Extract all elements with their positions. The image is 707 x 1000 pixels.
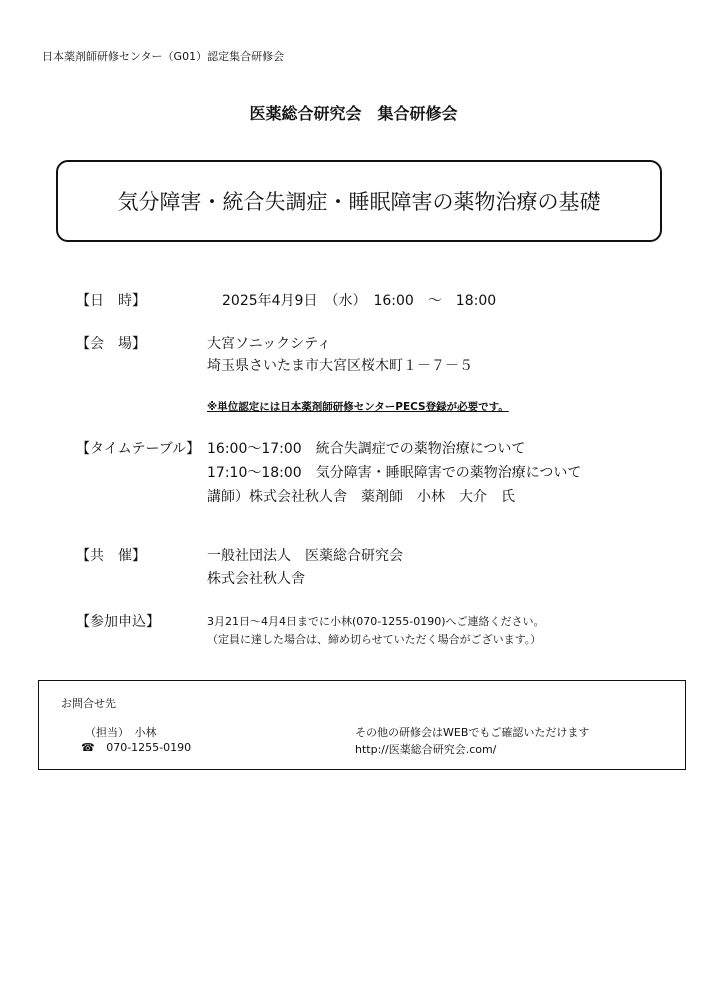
venue-label: 【会 場】 bbox=[76, 336, 146, 352]
topic-title: 気分障害・統合失調症・睡眠障害の薬物治療の基礎 bbox=[117, 190, 601, 214]
venue-name: 大宮ソニックシティ bbox=[207, 336, 332, 352]
datetime-value: 2025年4月9日 （水） 16:00 ～ 18:00 bbox=[222, 293, 497, 309]
application-note: （定員に達した場合は、締め切らせていただく場合がございます。） bbox=[207, 633, 542, 646]
application-text: 3月21日～4月4日までに小林(070-1255-0190)へご連絡ください。 bbox=[207, 615, 545, 628]
page-title: 医薬総合研究会 集合研修会 bbox=[249, 104, 458, 123]
organizers-label: 【共 催】 bbox=[76, 548, 146, 564]
lecturer: 講師）株式会社秋人舎 薬剤師 小林 大介 氏 bbox=[207, 489, 515, 505]
organizer-2: 株式会社秋人舎 bbox=[207, 571, 305, 587]
contact-phone-row bbox=[81, 741, 191, 754]
pecs-notice: ※単位認定には日本薬剤師研修センターPECS登録が必要です。 bbox=[207, 401, 509, 413]
venue-address: 埼玉県さいたま市大宮区桜木町１－７－５ bbox=[207, 358, 473, 374]
header-note: 日本薬剤師研修センター（G01）認定集合研修会 bbox=[42, 50, 285, 63]
contact-heading: お問合せ先 bbox=[61, 697, 116, 710]
application-label: 【参加申込】 bbox=[76, 614, 160, 630]
telephone-icon: ☎ bbox=[81, 741, 95, 754]
timetable-session-2: 17:10～18:00 気分障害・睡眠障害での薬物治療について bbox=[207, 465, 582, 481]
contact-url[interactable]: http://医薬総合研究会.com/ bbox=[355, 743, 497, 756]
topic-box bbox=[56, 160, 662, 242]
timetable-session-1: 16:00～17:00 統合失調症での薬物治療について bbox=[207, 441, 526, 457]
datetime-label: 【日 時】 bbox=[76, 293, 146, 309]
web-text: その他の研修会はWEBでもご確認いただけます bbox=[355, 726, 590, 739]
contact-phone: 070-1255-0190 bbox=[106, 741, 192, 754]
contact-box bbox=[38, 680, 686, 770]
contact-person: （担当） 小林 bbox=[85, 726, 157, 739]
organizer-1: 一般社団法人 医薬総合研究会 bbox=[207, 548, 403, 564]
timetable-label: 【タイムテーブル】 bbox=[76, 441, 201, 457]
